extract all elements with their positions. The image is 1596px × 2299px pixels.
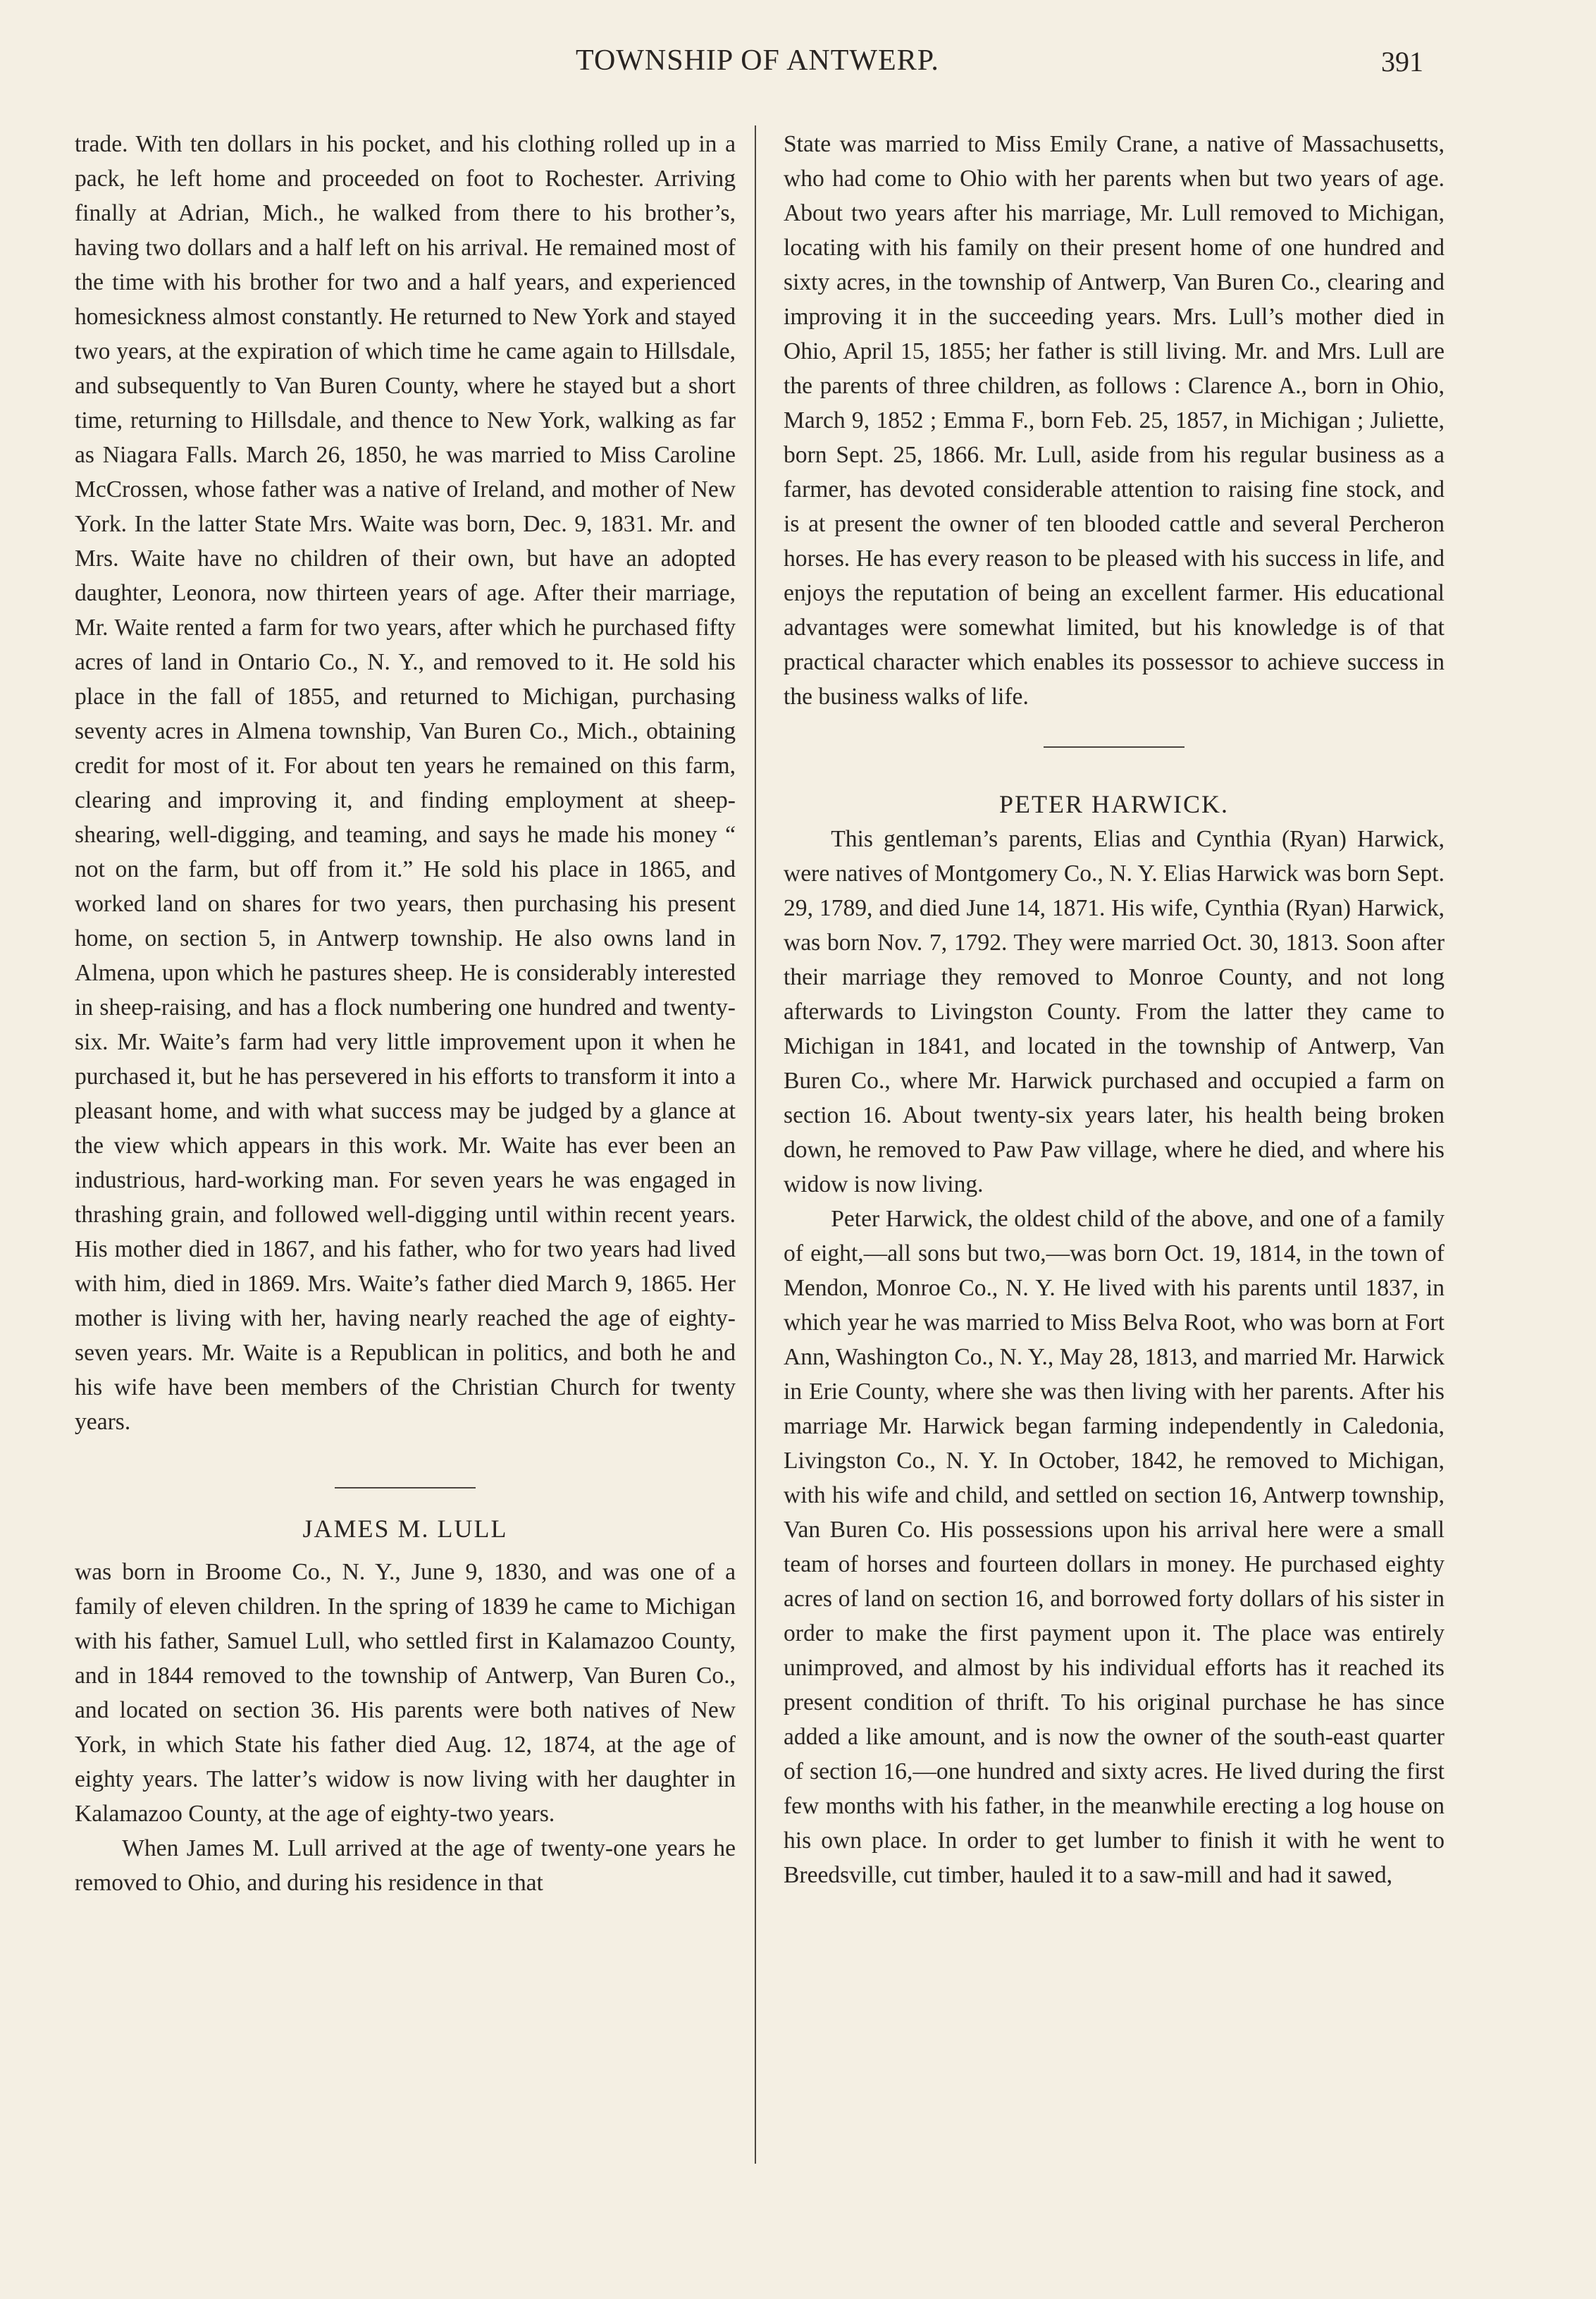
right-column — [784, 127, 1445, 1892]
lull-biography-continued: State was married to Miss Emily Crane, a native of Massachusetts, who had come to Ohio with her parents when but two years of age. About two years after his marriage, Mr. Lull removed to Michigan, locating with his family on their present home of one hundred and sixty acres, in the township of Antwerp, Van Buren Co., clearing and improving it in the succeeding years. Mrs. Lull’s mother died in Ohio, April 15, 1855; her father is still living. Mr. and Mrs. Lull are the parents of three children, as follows : Clarence A., born in Ohio, March 9, 1852 ; Emma F., born Feb. 25, 1857, in Michigan ; Juliette, born Sept. 25, 1866. Mr. Lull, aside from his regular business as a farmer, has devoted considerable attention to raising fine stock, and is at present the owner of ten blooded cattle and several Percheron horses. He has every reason to be pleased with his success in life, and enjoys the reputation of being an excellent farmer. His educational advantages were somewhat limited, but his knowledge is of that practical character which enables its possessor to achieve success in the business walks of life. — [784, 131, 1445, 710]
page-header — [0, 44, 1596, 93]
harwick-paragraph-2: Peter Harwick, the oldest child of the above, and one of a family of eight,—all sons but two,—was born Oct. 19, 1814, in the town of Mendon, Monroe Co., N. Y. He lived with his parents until 1837, in which year he was married to Miss Belva Root, who was born at Fort Ann, Washington Co., N. Y., May 28, 1813, and married Mr. Harwick in Erie County, where she was then living with her parents. After his marriage Mr. Harwick began farming independently in Caledonia, Livingston Co., N. Y. In October, 1842, he removed to Michigan, with his wife and child, and settled on section 16, Antwerp township, Van Buren Co. His possessions upon his arrival here were a small team of horses and fourteen dollars in money. He purchased eighty acres of land on section 16, and borrowed forty dollars of his sister in order to make the first payment upon it. The place was entirely unimproved, and almost by his individual efforts has it reached its present condition of thrift. To his original purchase he has since added a like amount, and is now the owner of the south-east quarter of section 16,—one hundred and sixty acres. He lived during the first few months with his father, in the meanwhile erecting a log house on his own place. In order to get lumber to finish it with he went to Breedsville, cut timber, hauled it to a saw-mill and had it sawed, — [784, 1206, 1445, 1888]
waite-biography-continued: trade. With ten dollars in his pocket, and his clothing rolled up in a pack, he left home and proceeded on foot to Rochester. Arriving finally at Adrian, Mich., he walked from there to his brother’s, having two dollars and a half left on his arrival. He remained most of the time with his brother for two and a half years, and experienced homesickness almost constantly. He returned to New York and stayed two years, at the expiration of which time he came again to Hillsdale, and subsequently to Van Buren County, where he stayed but a short time, returning to Hillsdale, and thence to New York, walking as far as Niagara Falls. March 26, 1850, he was married to Miss Caroline McCrossen, whose father was a native of Ireland, and mother of New York. In the latter State Mrs. Waite was born, Dec. 9, 1831. Mr. and Mrs. Waite have no children of their own, but have an adopted daughter, Leonora, now thirteen years of age. After their marriage, Mr. Waite rented a farm for two years, after which he purchased fifty acres of land in Ontario Co., N. Y., and removed to it. He sold his place in the fall of 1855, and returned to Michigan, purchasing seventy acres in Almena township, Van Buren Co., Mich., obtaining credit for most of it. For about ten years he remained on this farm, clearing and improving it, and finding employment at sheep-shearing, well-digging, and teaming, and says he made his money “ not on the farm, but off from it.” He sold his place in 1865, and worked land on shares for two years, then purchasing his present home, on section 5, in Antwerp township. He also owns land in Almena, upon which he pastures sheep. He is considerably interested in sheep-raising, and has a flock numbering one hundred and twenty-six. Mr. Waite’s farm had very little improvement upon it when he purchased it, but he has persevered in his efforts to transform it into a pleasant home, and with what success may be judged by a glance at the view which appears in this work. Mr. Waite has ever been an industrious, hard-working man. For seven years he was engaged in thrashing grain, and followed well-digging until within recent years. His mother died in 1867, and his father, who for two years had lived with him, died in 1869. Mrs. Waite’s father died March 9, 1865. Her mother is living with her, having nearly reached the age of eighty-seven years. Mr. Waite is a Republican in politics, and both he and his wife have been members of the Christian Church for twenty years. — [75, 131, 736, 1435]
lull-paragraph-2: When James M. Lull arrived at the age of twenty-one years he removed to Ohio, and during his residence in that — [75, 1835, 736, 1896]
harwick-paragraph-1: This gentleman’s parents, Elias and Cynthia (Ryan) Harwick, were natives of Montgomery Co., N. Y. Elias Harwick was born Sept. 29, 1789, and died June 14, 1871. His wife, Cynthia (Ryan) Harwick, was born Nov. 7, 1792. They were married Oct. 30, 1813. Soon after their marriage they removed to Monroe County, and not long afterwards to Livingston County. From the latter they came to Michigan in 1841, and located in the township of Antwerp, Van Buren Co., where Mr. Harwick purchased and occupied a farm on section 16. About twenty-six years later, his health being broken down, he removed to Paw Paw village, where he died, and where his widow is now living. — [784, 826, 1445, 1197]
lull-paragraph-1: was born in Broome Co., N. Y., June 9, 1830, and was one of a family of eleven children. In the spring of 1839 he came to Michigan with his father, Samuel Lull, who settled first in Kalamazoo County, and in 1844 removed to the township of Antwerp, Van Buren Co., and located on section 36. His parents were both natives of New York, in which State his father died Aug. 12, 1874, at the age of eighty years. The latter’s widow is now living with her daughter in Kalamazoo County, at the age of eighty-two years. — [75, 1559, 736, 1827]
left-column — [75, 127, 736, 1900]
harwick-heading: PETER HARWICK. — [998, 790, 1229, 818]
page-number: 391 — [1381, 46, 1423, 78]
lull-heading: JAMES M. LULL — [302, 1515, 508, 1543]
running-head: TOWNSHIP OF ANTWERP. — [576, 44, 939, 77]
column-divider — [755, 125, 756, 2164]
